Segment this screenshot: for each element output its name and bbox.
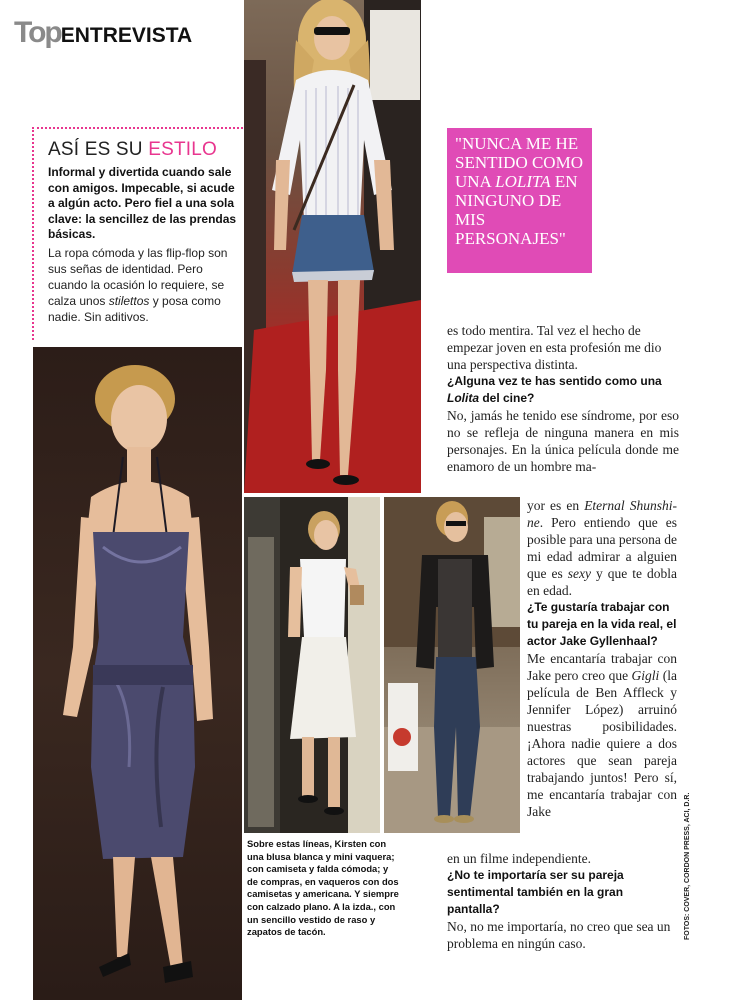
photo-credit-text: FOTOS: COVER, CORDON PRESS, ACI, D.R. (684, 792, 691, 940)
article-question-3: ¿No te importaría ser su pareja sentimental también en la gran pantalla? (447, 868, 624, 916)
article-answer-2-tail: en un filme independiente. (447, 851, 591, 866)
answer-1-narrow-b: . Pero entiendo que es posible para una persona de mi edad admirar a alguien que es (527, 515, 677, 581)
answer-1-italic-2: sexy (567, 566, 591, 581)
pull-quote-part1: "NUNCA ME HE SENTIDO COMO UNA (455, 134, 583, 191)
answer-1-narrow-c: y que te dobla en edad. (527, 566, 677, 598)
style-box-body-b: y posa como nadie. Sin aditivos. (48, 293, 221, 324)
article-answer-1-wide: No, jamás he tenido ese síndrome, por eso no se refleja de ninguna manera en mis personajes. En la única película donde me enamoro de un hombre ma- (447, 408, 679, 474)
question-1-italic: Lolita (447, 391, 479, 405)
pull-quote-part2: EN NINGUNO DE MIS PERSONAJES" (455, 172, 578, 248)
article-answer-3: No, no me importaría, no creo que sea un problema en ningún caso. (447, 919, 671, 951)
article-paragraph-1: es todo mentira. Tal vez el hecho de empezar joven en esta profesión me dio una perspectiva distinta. (447, 323, 662, 372)
photo-satin-dress (33, 347, 242, 1000)
answer-2-a: Me encantaría trabajar con Jake pero creo que (527, 651, 677, 683)
brand-label: Top (14, 16, 61, 49)
photo-white-skirt (244, 497, 380, 833)
question-1-b: del cine? (479, 391, 535, 405)
article-column-narrow (527, 497, 677, 820)
article-answer-1-narrow (527, 497, 677, 599)
style-box (32, 127, 243, 340)
article-question-1 (447, 373, 679, 407)
answer-2-b: (la película de Ben Affleck y Jennifer López) arruinó nuestras posibilidades. ¡Ahora nadie quiere a dos actores que sean pareja trabajando juntos! Pero sí, me encantaría trabajar con Jake (527, 668, 677, 819)
answer-2-italic: Gigli (631, 668, 660, 683)
answer-1-narrow-a: yor es en (527, 498, 585, 513)
style-box-title (48, 139, 239, 161)
answer-1-narrow-italic: Eternal Shunshi-ne (527, 498, 677, 530)
article-column-wide (447, 322, 679, 475)
article-column-bottom (447, 850, 679, 952)
style-box-title-plain: ASÍ ES SU (48, 139, 149, 160)
photo-credit (684, 792, 696, 940)
article-question-2: ¿Te gustaría trabajar con tu pareja en la vida real, el actor Jake Gyllenhaal? (527, 600, 677, 648)
photo-jeans-blazer (384, 497, 520, 833)
pull-quote-italic: LOLITA (495, 172, 551, 191)
section-header (14, 16, 244, 50)
style-box-body-italic: stilettos (108, 293, 150, 308)
section-label: ENTREVISTA (60, 24, 193, 47)
style-box-body-a: La ropa cómoda y las flip-flop son sus señas de identidad. Pero cuando la ocasión lo requiere, se calza unos (48, 245, 228, 308)
style-box-title-highlight: ESTILO (148, 139, 217, 160)
style-box-body (48, 245, 239, 325)
photo-red-carpet (244, 0, 421, 493)
photo-caption: Sobre estas líneas, Kirsten con una blusa blanca y mini vaquera; con camiseta y falda cómoda; y de compras, en vaqueros con dos camisetas y americana. Y siempre con calzado plano. A la izda., con un sencillo vestido de raso y zapatos de tacón. (247, 838, 399, 938)
question-1-a: ¿Alguna vez te has sentido como una (447, 374, 662, 388)
pull-quote (447, 128, 592, 273)
style-box-lead: Informal y divertida cuando sale con amigos. Impecable, si acude a algún acto. Pero fiel a una sola clave: la sencillez de las prendas básicas. (48, 165, 237, 241)
article-answer-2 (527, 650, 677, 820)
